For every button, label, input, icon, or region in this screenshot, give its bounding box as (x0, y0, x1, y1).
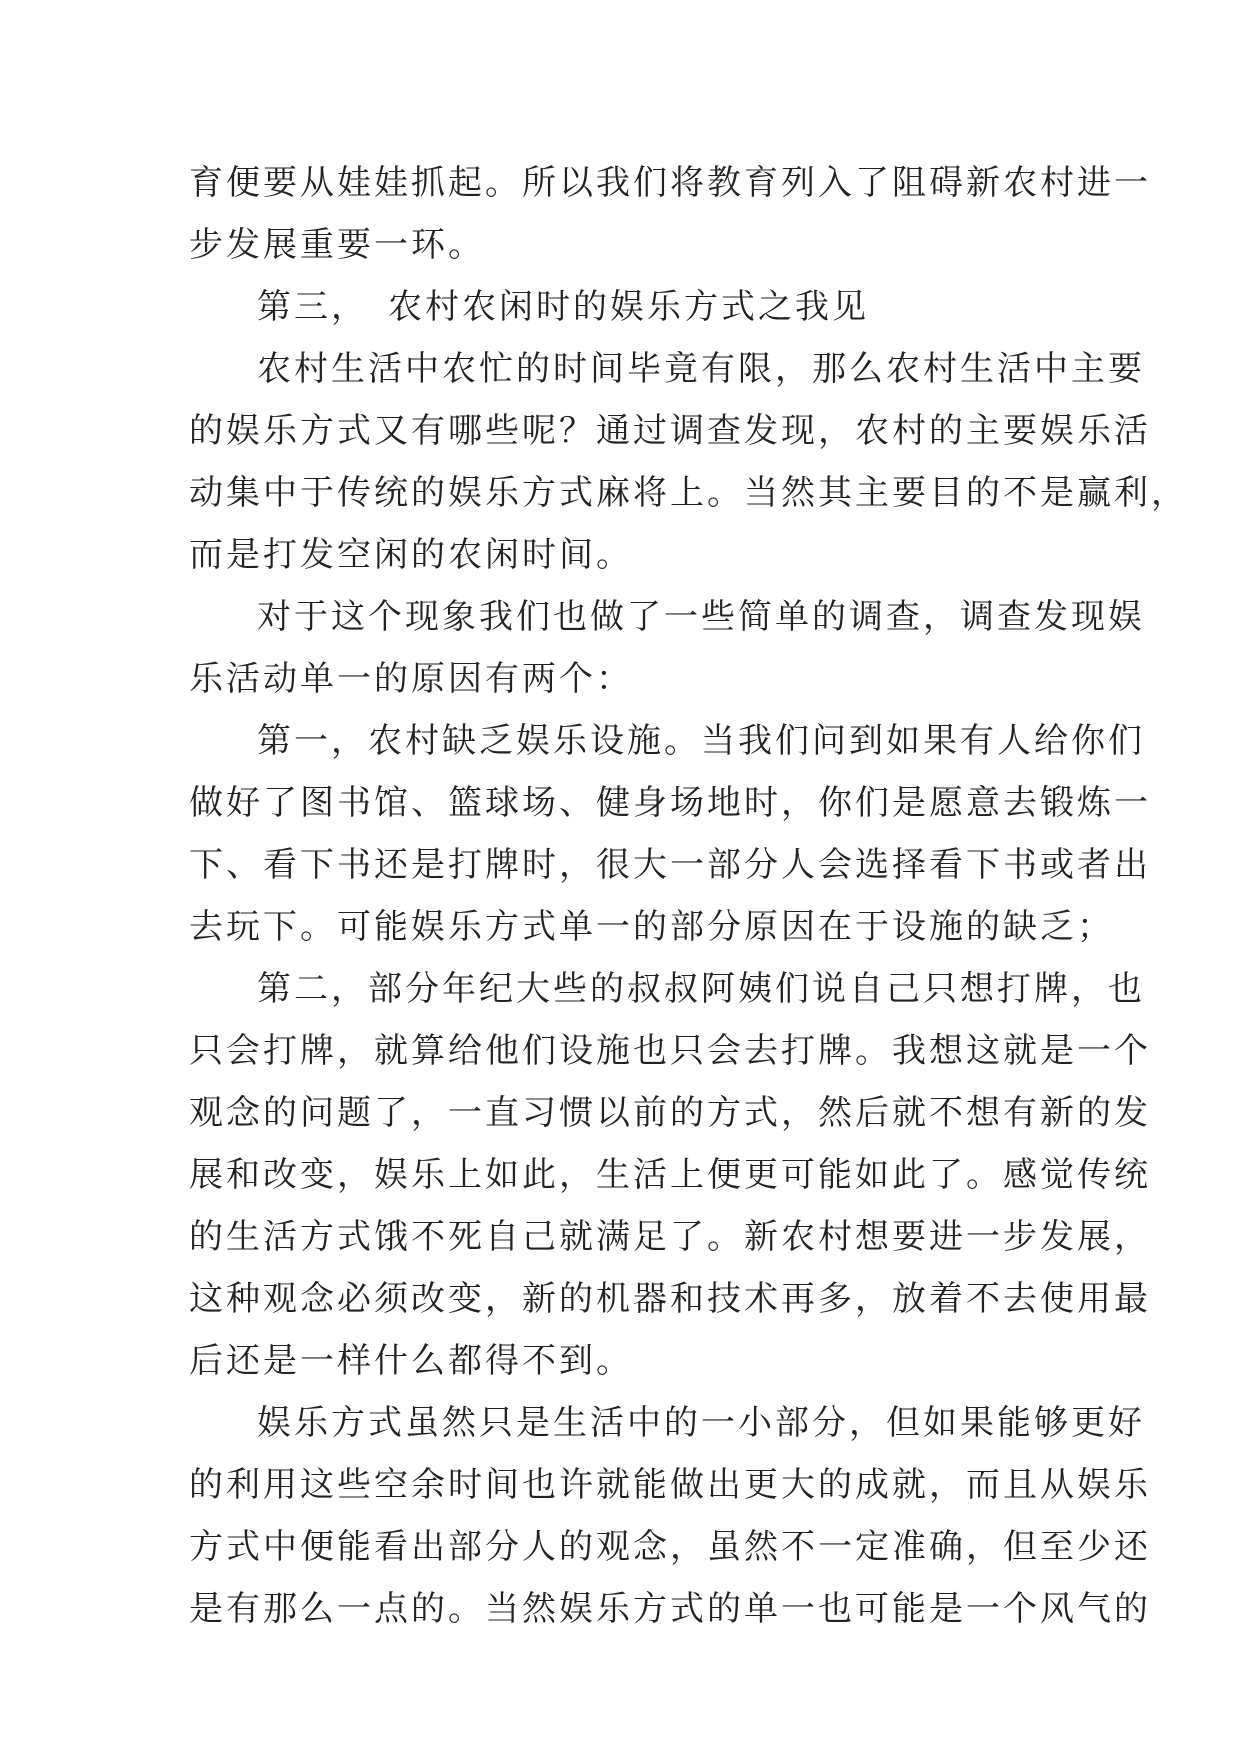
text-line: 乐活动单一的原因有两个： (189, 659, 633, 699)
text-line: 步发展重要一环。 (189, 225, 485, 265)
text-line: 第二，部分年纪大些的叔叔阿姨们说自己只想打牌，也 (257, 969, 1145, 1009)
text-line: 后还是一样什么都得不到。 (189, 1341, 633, 1381)
text-line: 去玩下。可能娱乐方式单一的部分原因在于设施的缺乏； (189, 907, 1114, 947)
text-line: 农村生活中农忙的时间毕竟有限，那么农村生活中主要 (257, 349, 1145, 389)
text-line: 的娱乐方式又有哪些呢？通过调查发现，农村的主要娱乐活 (189, 411, 1151, 451)
text-line: 第一，农村缺乏娱乐设施。当我们问到如果有人给你们 (257, 721, 1145, 761)
text-line: 育便要从娃娃抓起。所以我们将教育列入了阻碍新农村进一 (189, 163, 1151, 203)
text-line: 方式中便能看出部分人的观念，虽然不一定准确，但至少还 (189, 1527, 1151, 1567)
text-line: 对于这个现象我们也做了一些简单的调查，调查发现娱 (257, 597, 1145, 637)
text-line: 而是打发空闲的农闲时间。 (189, 535, 633, 575)
text-line: 的利用这些空余时间也许就能做出更大的成就，而且从娱乐 (189, 1465, 1151, 1505)
text-line: 这种观念必须改变，新的机器和技术再多，放着不去使用最 (189, 1279, 1151, 1319)
text-line: 只会打牌，就算给他们设施也只会去打牌。我想这就是一个 (189, 1031, 1151, 1071)
document-body (189, 152, 1188, 1640)
text-line: 做好了图书馆、篮球场、健身场地时，你们是愿意去锻炼一 (189, 783, 1151, 823)
text-line: 观念的问题了，一直习惯以前的方式，然后就不想有新的发 (189, 1093, 1151, 1133)
text-line: 动集中于传统的娱乐方式麻将上。当然其主要目的不是赢利， (189, 473, 1188, 513)
text-line: 的生活方式饿不死自己就满足了。新农村想要进一步发展， (189, 1217, 1151, 1257)
text-line: 是有那么一点的。当然娱乐方式的单一也可能是一个风气的 (189, 1589, 1151, 1629)
section-heading: 第三， 农村农闲时的娱乐方式之我见 (257, 287, 869, 327)
text-line: 展和改变，娱乐上如此，生活上便更可能如此了。感觉传统 (189, 1155, 1151, 1195)
text-line: 娱乐方式虽然只是生活中的一小部分，但如果能够更好 (257, 1403, 1145, 1443)
text-line: 下、看下书还是打牌时，很大一部分人会选择看下书或者出 (189, 845, 1151, 885)
